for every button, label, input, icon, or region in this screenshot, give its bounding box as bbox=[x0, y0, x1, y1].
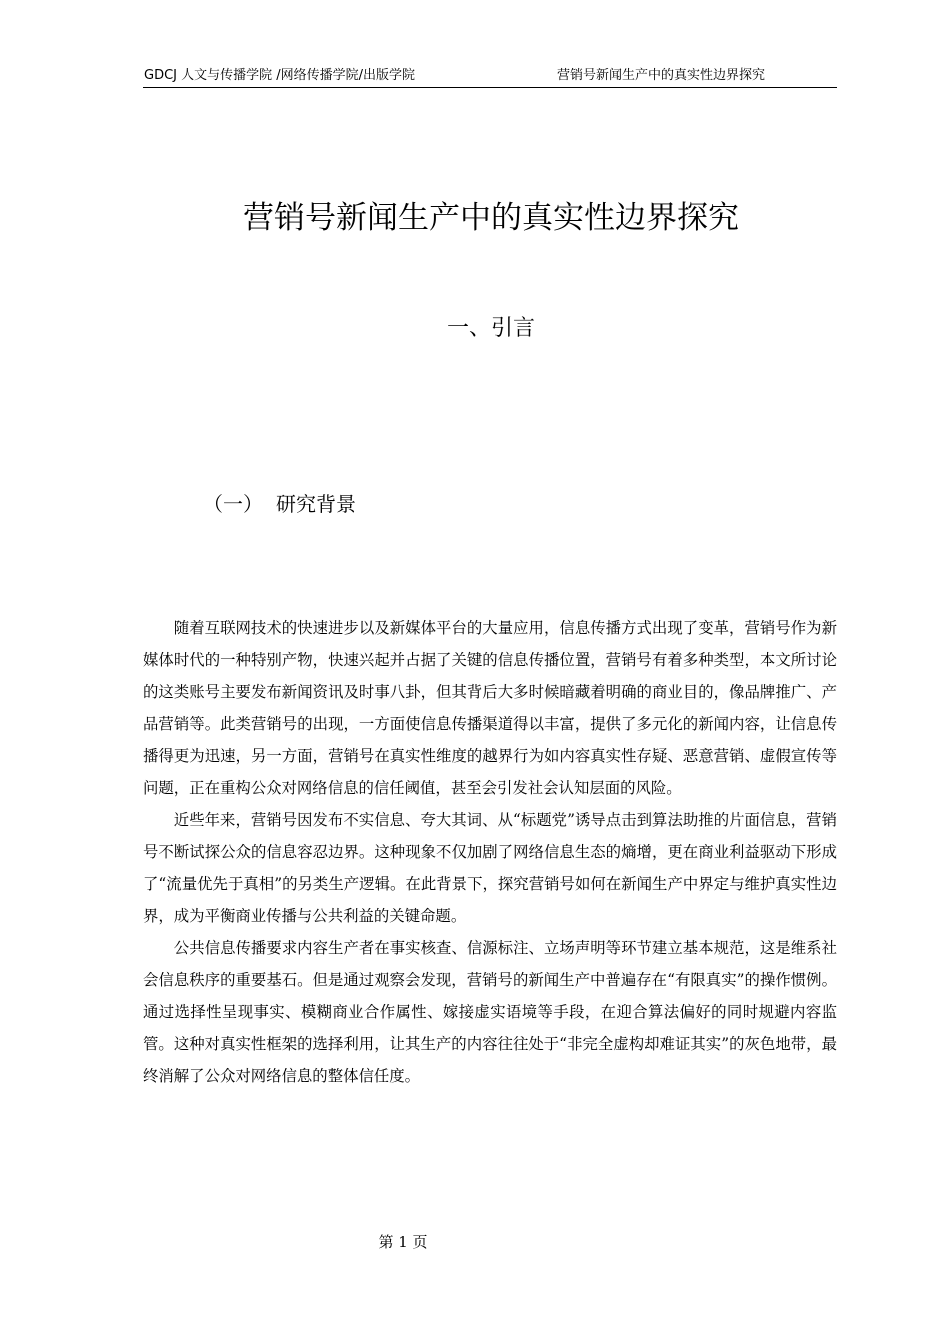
header-institution: GDCJ 人文与传播学院 /网络传播学院/出版学院 bbox=[144, 68, 416, 83]
paragraph: 近些年来，营销号因发布不实信息、夸大其词、从“标题党”诱导点击到算法助推的片面信息，营销号不断试探公众的信息容忍边界。这种现象不仅加剧了网络信息生态的熵增，更在商业利益驱动下形成了“流量优先于真相”的另类生产逻辑。在此背景下，探究营销号如何在新闻生产中界定与维护真实性边界，成为平衡商业传播与公共利益的关键命题。 bbox=[143, 811, 837, 925]
paragraph: 随着互联网技术的快速进步以及新媒体平台的大量应用，信息传播方式出现了变革，营销号作为新媒体时代的一种特别产物，快速兴起并占据了关键的信息传播位置，营销号有着多种类型，本文所讨论的这类账号主要发布新闻资讯及时事八卦，但其背后大多时候暗藏着明确的商业目的，像品牌推广、产品营销等。此类营销号的出现，一方面使信息传播渠道得以丰富，提供了多元化的新闻内容，让信息传播得更为迅速，另一方面，营销号在真实性维度的越界行为如内容真实性存疑、恶意营销、虚假宣传等问题，正在重构公众对网络信息的信任阈值，甚至会引发社会认知层面的风险。 bbox=[143, 619, 837, 797]
subsection-title: 研究背景 bbox=[276, 492, 356, 516]
paragraph: 公共信息传播要求内容生产者在事实核查、信源标注、立场声明等环节建立基本规范，这是维系社会信息秩序的重要基石。但是通过观察会发现，营销号的新闻生产中普遍存在“有限真实”的操作惯例。通过选择性呈现事实、模糊商业合作属性、嫁接虚实语境等手段，在迎合算法偏好的同时规避内容监管。这种对真实性框架的选择利用，让其生产的内容往往处于“非完全虚构却难证其实”的灰色地带，最终消解了公众对网络信息的整体信任度。 bbox=[143, 939, 837, 1085]
section-heading: 一、引言 bbox=[446, 316, 535, 341]
subsection-number: （一） bbox=[203, 492, 263, 516]
document-title: 营销号新闻生产中的真实性边界探究 bbox=[243, 200, 739, 236]
body-text bbox=[143, 612, 837, 1092]
header-running-title: 营销号新闻生产中的真实性边界探究 bbox=[557, 68, 766, 83]
page-number: 第 1 页 bbox=[378, 1233, 428, 1251]
subsection-heading bbox=[203, 489, 356, 519]
page-header bbox=[143, 67, 837, 88]
